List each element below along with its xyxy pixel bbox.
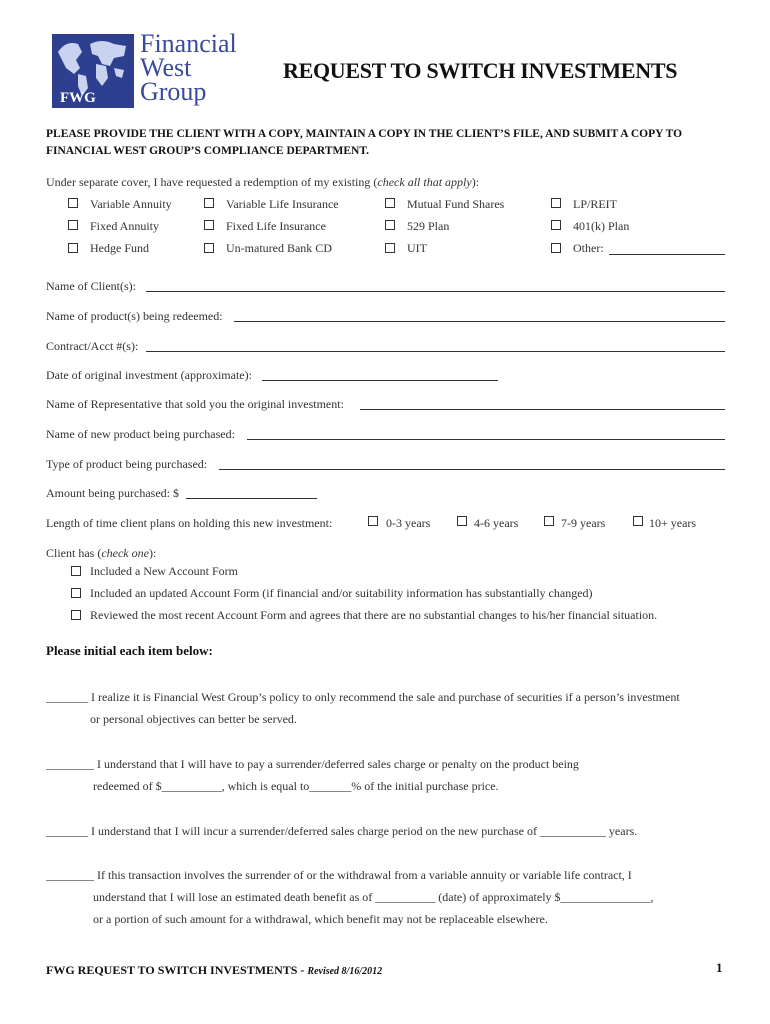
initial-item-4-line-2: understand that I will lose an estimated death benefit as of __________ (date) of approximately $_______________,	[93, 890, 654, 904]
updated-account-form-checkbox[interactable]	[71, 588, 81, 598]
amount-field[interactable]	[186, 498, 317, 499]
holding-10-plus-label: 10+ years	[649, 516, 697, 530]
holding-4-6-label: 4-6 years	[474, 516, 519, 530]
variable-annuity-label: Variable Annuity	[90, 197, 172, 211]
client-name-field[interactable]	[146, 291, 725, 292]
initial-item-1-line-1: _______ I realize it is Financial West Group’s policy to only recommend the sale and purchase of securities if a person’s investment	[46, 690, 680, 704]
contract-acct-field[interactable]	[146, 351, 725, 352]
date-original-field[interactable]	[262, 380, 498, 381]
fixed-life-insurance-checkbox[interactable]	[204, 220, 214, 230]
initial-item-3-line-1: _______ I understand that I will incur a surrender/deferred sales charge period on the new purchase of ___________ years.	[46, 824, 638, 838]
bank-cd-label: Un-matured Bank CD	[226, 241, 332, 255]
product-type-field[interactable]	[219, 469, 725, 470]
initial-item-4-line-1: ________ If this transaction involves the surrender of or the withdrawal from a variable annuity or variable life contract, I	[46, 868, 632, 882]
initial-item-2-line-1: ________ I understand that I will have to pay a surrender/deferred sales charge or penalty on the product being	[46, 757, 579, 771]
reviewed-account-form-checkbox[interactable]	[71, 610, 81, 620]
client-name-label: Name of Client(s):	[46, 279, 136, 293]
fixed-life-insurance-label: Fixed Life Insurance	[226, 219, 326, 233]
new-account-form-checkbox[interactable]	[71, 566, 81, 576]
holding-7-9-label: 7-9 years	[561, 516, 606, 530]
instructions: PLEASE PROVIDE THE CLIENT WITH A COPY, MAINTAIN A COPY IN THE CLIENT’S FILE, AND SUBMIT A COPY TO FINANCIAL WEST GROUP’S COMPLIANCE DEPARTMENT.	[46, 128, 683, 157]
product-redeemed-field[interactable]	[234, 321, 725, 322]
globe-icon	[52, 34, 134, 108]
initial-item-4-line-3: or a portion of such amount for a withdrawal, which benefit may not be replaceable elsewhere.	[93, 912, 548, 926]
529-plan-label: 529 Plan	[407, 219, 450, 233]
holding-7-9-checkbox[interactable]	[544, 516, 554, 526]
logo-badge-text: FWG	[60, 90, 96, 106]
new-product-field[interactable]	[247, 439, 725, 440]
mutual-fund-shares-label: Mutual Fund Shares	[407, 197, 505, 211]
other-input-line[interactable]	[609, 254, 725, 255]
page-number: 1	[716, 960, 723, 975]
contract-acct-label: Contract/Acct #(s):	[46, 339, 139, 353]
new-account-form-label: Included a New Account Form	[90, 564, 238, 578]
fixed-annuity-label: Fixed Annuity	[90, 219, 160, 233]
variable-life-insurance-label: Variable Life Insurance	[226, 197, 339, 211]
401k-plan-label: 401(k) Plan	[573, 219, 630, 233]
new-product-label: Name of new product being purchased:	[46, 427, 235, 441]
initial-item-1-line-2: or personal objectives can better be served.	[90, 712, 297, 726]
representative-field[interactable]	[360, 409, 725, 410]
holding-0-3-checkbox[interactable]	[368, 516, 378, 526]
fixed-annuity-checkbox[interactable]	[68, 220, 78, 230]
company-logo	[52, 29, 237, 110]
initial-item-2-line-2: redeemed of $__________, which is equal to_______% of the initial purchase price.	[93, 779, 499, 793]
logo-wordmark	[140, 29, 237, 106]
hedge-fund-label: Hedge Fund	[90, 241, 149, 255]
representative-label: Name of Representative that sold you the original investment:	[46, 397, 344, 411]
date-original-label: Date of original investment (approximate):	[46, 368, 252, 382]
product-type-label: Type of product being purchased:	[46, 457, 208, 471]
variable-life-insurance-checkbox[interactable]	[204, 198, 214, 208]
holding-10-plus-checkbox[interactable]	[633, 516, 643, 526]
uit-checkbox[interactable]	[385, 243, 395, 253]
logo-line-2: West	[140, 53, 192, 82]
footer-revised: Revised 8/16/2012	[307, 966, 383, 977]
updated-account-form-label: Included an updated Account Form (if financial and/or suitability information has substantially changed)	[90, 586, 593, 600]
form-title: REQUEST TO SWITCH INVESTMENTS	[283, 58, 678, 83]
logo-line-1: Financial	[140, 29, 237, 58]
client-has-label: Client has (check one):	[46, 546, 157, 560]
other-checkbox[interactable]	[551, 243, 561, 253]
variable-annuity-checkbox[interactable]	[68, 198, 78, 208]
holding-4-6-checkbox[interactable]	[457, 516, 467, 526]
other-label: Other:	[573, 241, 604, 255]
uit-label: UIT	[407, 241, 427, 255]
product-redeemed-label: Name of product(s) being redeemed:	[46, 309, 223, 323]
lp-reit-label: LP/REIT	[573, 197, 617, 211]
bank-cd-checkbox[interactable]	[204, 243, 214, 253]
logo-line-3: Group	[140, 77, 207, 106]
holding-label: Length of time client plans on holding this new investment:	[46, 516, 333, 530]
amount-label: Amount being purchased: $	[46, 486, 179, 500]
mutual-fund-shares-checkbox[interactable]	[385, 198, 395, 208]
529-plan-checkbox[interactable]	[385, 220, 395, 230]
lp-reit-checkbox[interactable]	[551, 198, 561, 208]
hedge-fund-checkbox[interactable]	[68, 243, 78, 253]
redemption-intro: Under separate cover, I have requested a redemption of my existing (check all that apply):	[46, 175, 480, 189]
footer-title: FWG REQUEST TO SWITCH INVESTMENTS - Revised 8/16/2012	[46, 963, 383, 977]
holding-0-3-label: 0-3 years	[386, 516, 431, 530]
reviewed-account-form-label: Reviewed the most recent Account Form and agrees that there are no substantial changes to his/her financial situation.	[90, 608, 658, 622]
401k-plan-checkbox[interactable]	[551, 220, 561, 230]
initials-heading: Please initial each item below:	[46, 643, 213, 658]
